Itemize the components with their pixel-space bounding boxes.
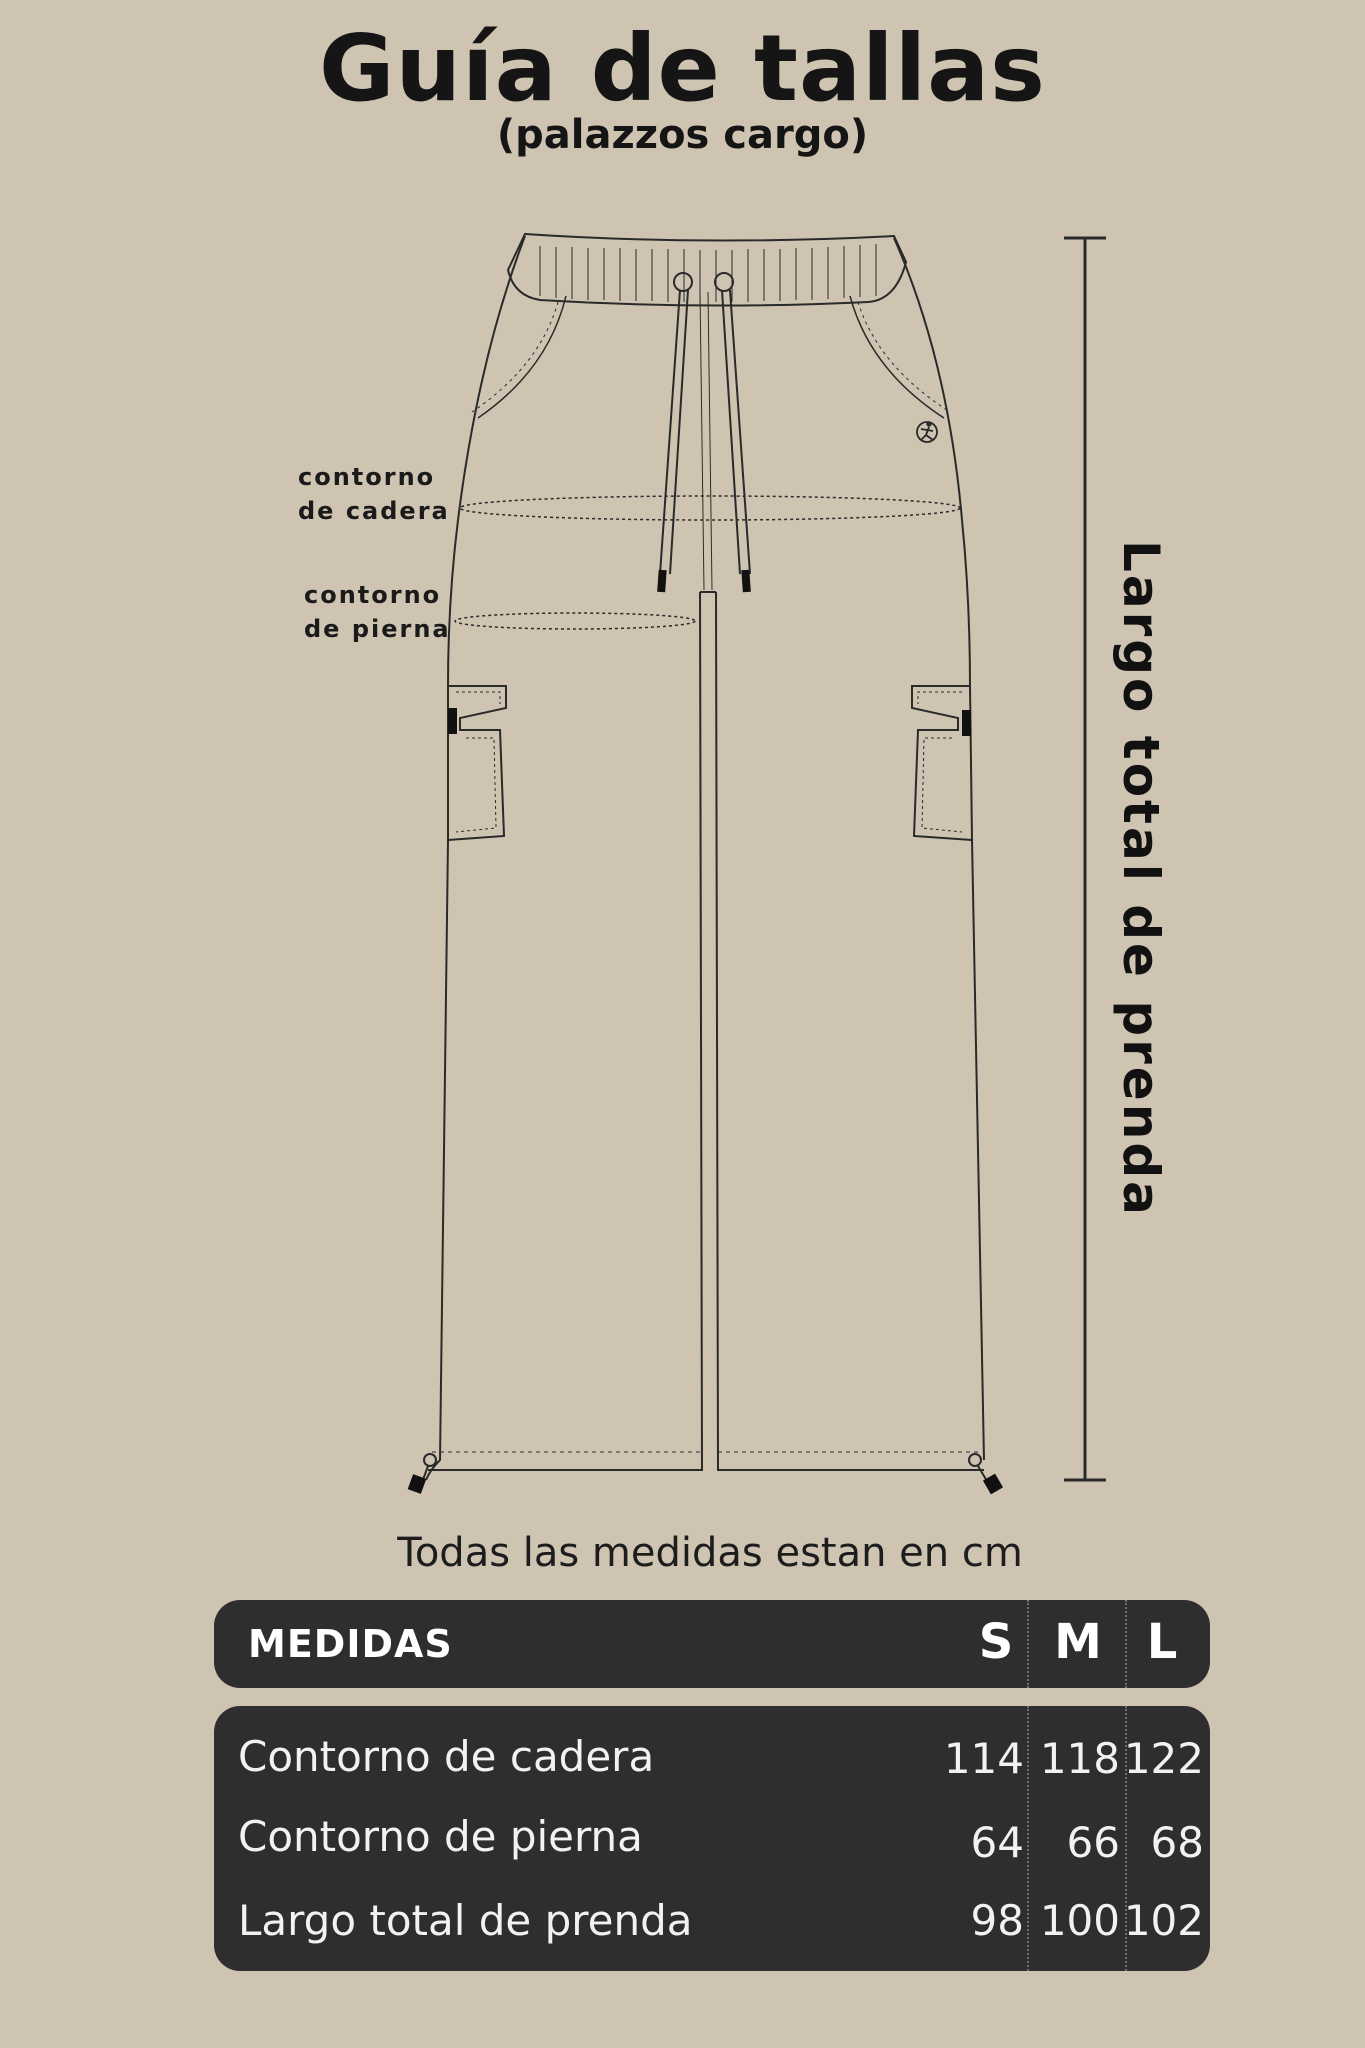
right-cord-tip	[741, 570, 751, 593]
column-divider	[1027, 1600, 1029, 1688]
leg-measure-ellipse	[455, 613, 695, 629]
row-length-s: 98	[970, 1896, 1024, 1945]
size-s-header: S	[978, 1614, 1014, 1670]
left-cord-tip	[657, 570, 667, 593]
measures-header: MEDIDAS	[248, 1622, 453, 1666]
right-leg-outline	[894, 238, 984, 1460]
left-cargo-tab	[448, 708, 457, 734]
left-drawstring-eyelet	[674, 273, 692, 291]
column-divider	[1125, 1600, 1127, 1688]
left-hem-eyelet	[424, 1454, 436, 1466]
left-pocket-stitch	[472, 302, 558, 412]
size-table-header	[214, 1600, 1210, 1688]
right-pocket-stitch	[858, 302, 950, 412]
row-length-m: 100	[1039, 1896, 1120, 1945]
right-cargo-pocket	[912, 686, 972, 840]
center-inseam-right	[716, 592, 984, 1470]
row-hip-l: 122	[1123, 1734, 1204, 1783]
jumping-figure-logo-icon	[917, 422, 937, 442]
units-note: Todas las medidas estan en cm	[397, 1530, 1023, 1576]
row-leg-l: 68	[1150, 1818, 1204, 1867]
size-m-header: M	[1054, 1614, 1102, 1670]
waistband	[508, 234, 906, 306]
right-drawstring-eyelet	[715, 273, 733, 291]
left-cargo-pocket-inner	[456, 692, 500, 832]
right-drawstring	[722, 290, 750, 574]
hip-measure-ellipse	[460, 496, 960, 520]
center-inseam-left	[428, 592, 702, 1470]
leg-label-line1: contorno	[304, 581, 442, 609]
right-front-pocket	[850, 296, 944, 418]
row-leg-label: Contorno de pierna	[238, 1812, 643, 1861]
row-hip-m: 118	[1039, 1734, 1120, 1783]
leg-label	[304, 578, 451, 646]
right-cargo-pocket-inner	[918, 692, 962, 832]
row-length-l: 102	[1123, 1896, 1204, 1945]
row-leg-m: 66	[1066, 1818, 1120, 1867]
page-subtitle: (palazzos cargo)	[496, 112, 869, 158]
right-hem-eyelet	[969, 1454, 981, 1466]
right-cargo-tab	[962, 710, 971, 736]
row-length-label: Largo total de prenda	[238, 1896, 693, 1945]
row-leg-s: 64	[970, 1818, 1024, 1867]
size-table-body	[214, 1706, 1210, 1971]
length-label: Largo total de prenda	[1112, 540, 1170, 1218]
right-toggle-stopper	[983, 1474, 1003, 1495]
size-l-header: L	[1146, 1614, 1178, 1670]
center-drawstring-cord	[700, 292, 712, 590]
left-leg-outline	[426, 236, 525, 1480]
left-front-pocket	[478, 296, 566, 418]
left-drawstring	[660, 290, 688, 574]
leg-label-line2: de pierna	[304, 615, 451, 643]
hip-label	[298, 460, 450, 528]
row-hip-label: Contorno de cadera	[238, 1732, 655, 1781]
hip-label-line1: contorno	[298, 463, 436, 491]
page-title: Guía de tallas	[319, 15, 1046, 122]
row-hip-s: 114	[943, 1734, 1024, 1783]
hip-label-line2: de cadera	[298, 497, 450, 525]
column-divider	[1027, 1706, 1029, 1971]
